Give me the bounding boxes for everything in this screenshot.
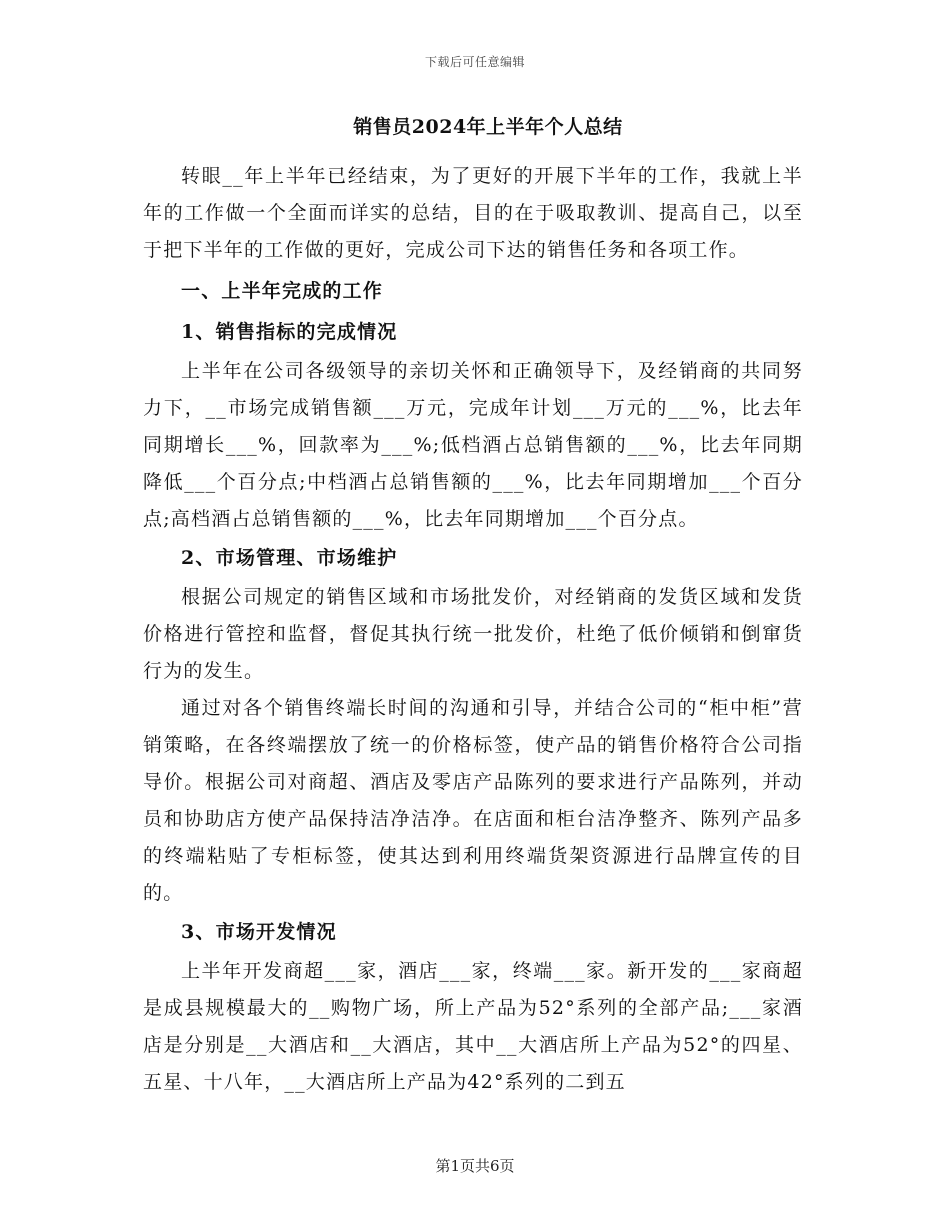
section-heading-completed-work: 一、上半年完成的工作 [181, 280, 384, 302]
paragraph-market-management-1: 根据公司规定的销售区域和市场批发价，对经销商的发货区域和发货价格进行管控和监督，督促其执行统一批发价，杜绝了低价倾销和倒窜货行为的发生。 [143, 586, 803, 682]
paragraph-sales-targets: 上半年在公司各级领导的亲切关怀和正确领导下，及经销商的共同努力下，__市场完成销售额___万元，完成年计划___万元的___%，比去年同期增长___%，回款率为___%;低档酒占总销售额的___%，比去年同期降低___个百分点;中档酒占总销售额的___%，比去年同期增加___个百分点;高档酒占总销售额的___%，比去年同期增加___个百分点。 [143, 360, 803, 530]
document-title: 销售员2024年上半年个人总结 [353, 116, 623, 138]
subheading-market-management: 2、市场管理、市场维护 [181, 547, 398, 569]
paragraph-market-development: 上半年开发商超___家，酒店___家，终端___家。新开发的___家商超是成县规模最大的__购物广场，所上产品为52°系列的全部产品;___家酒店是分别是__大酒店和__大酒店，其中__大酒店所上产品为52°的四星、五星、十八年，__大酒店所上产品为42°系列的二到五 [143, 960, 803, 1093]
document-body [143, 110, 803, 1101]
header-note: 下载后可任意编辑 [424, 55, 525, 69]
subheading-market-development: 3、市场开发情况 [181, 921, 337, 943]
subheading-sales-targets: 1、销售指标的完成情况 [181, 321, 398, 343]
page-number-footer: 第1页共6页 [435, 1157, 515, 1175]
paragraph-market-management-2: 通过对各个销售终端长时间的沟通和引导，并结合公司的“柜中柜”营销策略，在各终端摆放了统一的价格标签，使产品的销售价格符合公司指导价。根据公司对商超、酒店及零店产品陈列的要求进行产品陈列，并动员和协助店方使产品保持洁净洁净。在店面和柜台洁净整齐、陈列产品多的终端粘贴了专柜标签，使其达到利用终端货架资源进行品牌宣传的目的。 [143, 697, 803, 904]
intro-paragraph: 转眼__年上半年已经结束，为了更好的开展下半年的工作，我就上半年的工作做一个全面而详实的总结，目的在于吸取教训、提高自己，以至于把下半年的工作做的更好，完成公司下达的销售任务和各项工作。 [143, 165, 803, 261]
